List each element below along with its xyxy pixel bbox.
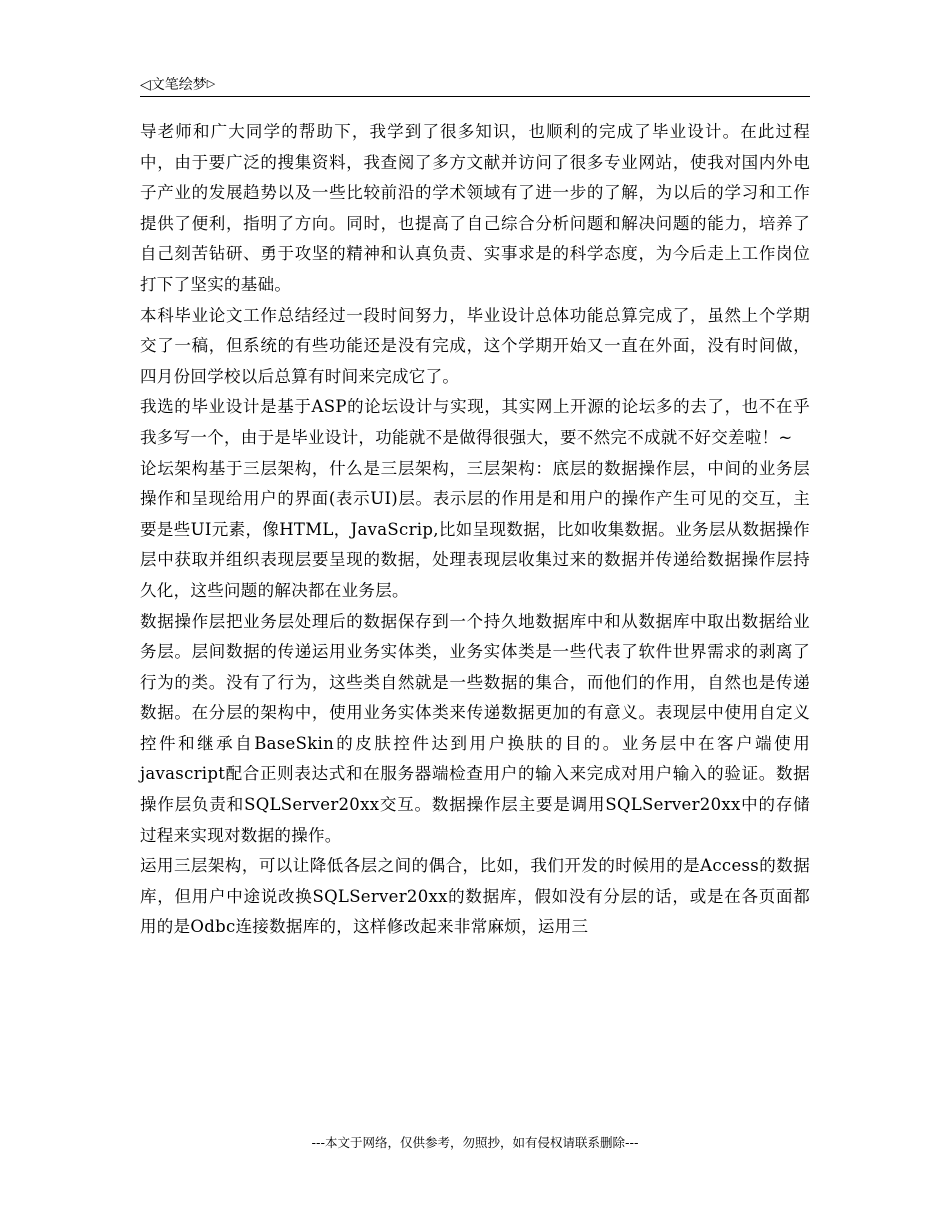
paragraph-5: 数据操作层把业务层处理后的数据保存到一个持久地数据库中和从数据库中取出数据给业务层。层间数据的传递运用业务实体类，业务实体类是一些代表了软件世界需求的剥离了行为的类。没有了行为，这些类自然就是一些数据的集合，而他们的作用，自然也是传递数据。在分层的架构中，使用业务实体类来传递数据更加的有意义。表现层中使用自定义控件和继承自BaseSkin的皮肤控件达到用户换肤的目的。业务层中在客户端使用javascript配合正则表达式和在服务器端检查用户的输入来完成对用户输入的验证。数据操作层负责和SQLServer20xx交互。数据操作层主要是调用SQLServer20xx中的存储过程来实现对数据的操作。 <box>140 611 810 845</box>
paragraph-3: 我选的毕业设计是基于ASP的论坛设计与实现，其实网上开源的论坛多的去了，也不在乎我多写一个，由于是毕业设计，功能就不是做得很强大，要不然完不成就不好交差啦！~ <box>140 397 810 447</box>
paragraph-1: 导老师和广大同学的帮助下，我学到了很多知识，也顺利的完成了毕业设计。在此过程中，由于要广泛的搜集资料，我查阅了多方文献并访问了很多专业网站，使我对国内外电子产业的发展趋势以及一些比较前沿的学术领域有了进一步的了解，为以后的学习和工作提供了便利，指明了方向。同时，也提高了自己综合分析问题和解决问题的能力，培养了自己刻苦钻研、勇于攻坚的精神和认真负责、实事求是的科学态度，为今后走上工作岗位打下了坚实的基础。 <box>140 122 810 294</box>
page-header <box>140 74 810 97</box>
right-triangle-icon: ▷ <box>206 77 216 90</box>
document-body <box>140 117 810 943</box>
left-triangle-icon: ◁ <box>140 77 151 93</box>
header-title: 文笔绘梦 <box>150 77 207 93</box>
paragraph-6: 运用三层架构，可以让降低各层之间的偶合，比如，我们开发的时候用的是Access的数据库，但用户中途说改换SQLServer20xx的数据库，假如没有分层的话，或是在各页面都用的是Odbc连接数据库的，这样修改起来非常麻烦，运用三 <box>140 856 810 937</box>
page-footer: ---本文于网络，仅供参考，勿照抄，如有侵权请联系删除--- <box>311 1135 639 1150</box>
paragraph-4: 论坛架构基于三层架构，什么是三层架构，三层架构：底层的数据操作层，中间的业务层操作和呈现给用户的界面(表示UI)层。表示层的作用是和用户的操作产生可见的交互，主要是些UI元素，像HTML，JavaScrip,比如呈现数据，比如收集数据。业务层从数据操作层中获取并组织表现层要呈现的数据，处理表现层收集过来的数据并传递给数据操作层持久化，这些问题的解决都在业务层。 <box>140 458 810 600</box>
paragraph-2: 本科毕业论文工作总结经过一段时间努力，毕业设计总体功能总算完成了，虽然上个学期交了一稿，但系统的有些功能还是没有完成，这个学期开始又一直在外面，没有时间做，四月份回学校以后总算有时间来完成它了。 <box>140 305 810 386</box>
